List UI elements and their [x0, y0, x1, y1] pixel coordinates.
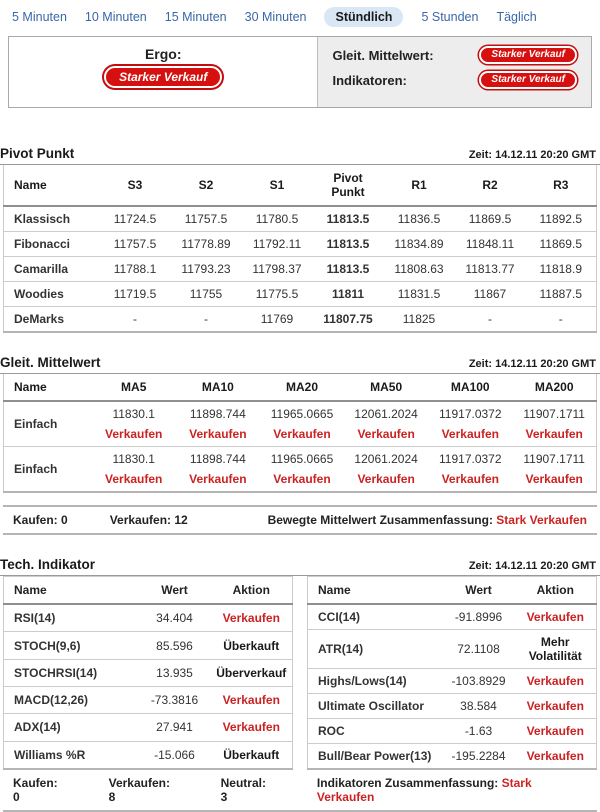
indicator-value: 85.596	[139, 632, 211, 659]
table-row	[308, 744, 597, 770]
indicator-name: Ultimate Oscillator	[308, 694, 443, 719]
table-row	[4, 659, 293, 686]
tech-col-name: Name	[308, 577, 443, 605]
pivot-cell: 11811	[313, 282, 384, 307]
ma-value: 11917.0372	[439, 452, 502, 466]
ma-verdict-badge: Starker Verkauf	[479, 46, 577, 64]
ma-col-ma100: MA100	[428, 374, 512, 401]
ma-cell	[344, 447, 428, 493]
indicator-action: Verkaufen	[515, 744, 597, 770]
overview-detail-panel	[317, 37, 591, 107]
ma-value: 11965.0665	[270, 407, 334, 421]
indicator-action: Überverkauf	[211, 659, 293, 686]
table-row	[308, 604, 597, 630]
ma-action: Verkaufen	[441, 472, 499, 486]
pivot-row-name: Woodies	[4, 282, 100, 307]
ma-action: Verkaufen	[273, 427, 331, 441]
tech-col-aktion: Aktion	[515, 577, 597, 605]
pivot-cell: 11769	[242, 307, 313, 333]
ma-action: Verkaufen	[525, 427, 583, 441]
tech-neutral-count: Neutral: 3	[220, 776, 266, 804]
table-row	[4, 604, 293, 632]
pivot-col-s2: S2	[171, 165, 242, 206]
pivot-cell: 11813.77	[455, 257, 526, 282]
pivot-cell: 11788.1	[100, 257, 171, 282]
ma-row-name: Einfach	[14, 417, 58, 431]
table-row	[4, 232, 597, 257]
table-row	[4, 632, 293, 659]
table-row	[4, 307, 597, 333]
pivot-col-r3: R3	[526, 165, 597, 206]
ma-value: 11830.1	[112, 407, 155, 421]
ma-timestamp: Zeit: 14.12.11 20:20 GMT	[468, 358, 596, 370]
indicator-value: 27.941	[139, 714, 211, 741]
ma-action: Verkaufen	[525, 472, 583, 486]
tech-summary-verdict	[317, 776, 587, 804]
indicator-value: -15.066	[139, 741, 211, 769]
ma-cell	[512, 401, 596, 447]
indicator-value: 13.935	[139, 659, 211, 686]
pivot-row-name: Klassisch	[14, 212, 71, 226]
table-row	[4, 206, 597, 232]
table-row	[4, 686, 293, 713]
pivot-cell: -	[455, 307, 526, 333]
indicator-value: 34.404	[156, 611, 193, 626]
indicator-name: Highs/Lows(14)	[308, 669, 443, 694]
pivot-cell: 11825	[384, 307, 455, 333]
ma-cell	[176, 401, 260, 447]
tech-col-wert: Wert	[139, 577, 211, 605]
ma-row-name: Einfach	[4, 447, 92, 493]
indicator-action: Verkaufen	[222, 611, 280, 626]
tech-left-header-row	[4, 577, 293, 605]
indicator-value: -91.8996	[454, 610, 503, 624]
pivot-cell: 11724.5	[113, 212, 157, 226]
indicator-value: -195.2284	[443, 744, 515, 770]
tech-timestamp: Zeit: 14.12.11 20:20 GMT	[468, 560, 596, 572]
ma-col-ma50: MA50	[344, 374, 428, 401]
table-row	[308, 630, 597, 669]
pivot-cell: 11813.5	[326, 212, 370, 226]
indicator-name: STOCH(9,6)	[4, 632, 139, 659]
ma-action: Verkaufen	[357, 427, 415, 441]
indicator-value: -103.8929	[443, 669, 515, 694]
pivot-cell: 11813.5	[313, 257, 384, 282]
pivot-cell: 11719.5	[100, 282, 171, 307]
tech-tables-wrap	[3, 576, 597, 770]
table-row	[308, 669, 597, 694]
indicator-name: ATR(14)	[308, 630, 443, 669]
indicator-action: Überkauft	[211, 632, 293, 659]
indicator-value: -73.3816	[139, 686, 211, 713]
tech-col-name: Name	[4, 577, 139, 605]
pivot-cell: 11793.23	[171, 257, 242, 282]
pivot-section	[0, 144, 600, 333]
indicator-value: 38.584	[443, 694, 515, 719]
pivot-header-row	[4, 165, 597, 206]
pivot-cell: 11755	[171, 282, 242, 307]
pivot-col-pivot: Pivot Punkt	[313, 165, 384, 206]
tech-section-head	[0, 555, 600, 576]
timeframe-tabbar	[0, 0, 600, 36]
table-row	[308, 719, 597, 744]
ma-value: 11917.0372	[439, 407, 502, 421]
table-row	[4, 741, 293, 769]
overview-ergo-panel	[9, 37, 317, 107]
tech-buy-count: Kaufen: 0	[13, 776, 58, 804]
pivot-section-head	[0, 144, 600, 165]
pivot-cell: 11813.5	[313, 232, 384, 257]
table-row	[4, 447, 597, 493]
ma-buy-count: Kaufen: 0	[13, 513, 68, 527]
tab-stuendlich-active[interactable]: Stündlich	[324, 7, 403, 27]
ma-value: 11898.744	[189, 407, 246, 421]
ma-action: Verkaufen	[105, 472, 163, 486]
ma-value: 11907.1711	[523, 407, 585, 421]
tech-indicator-section	[0, 555, 600, 812]
indicator-action: Verkaufen	[515, 694, 597, 719]
ma-cell	[428, 447, 512, 493]
pivot-cell: -	[526, 307, 597, 333]
pivot-cell: 11808.63	[384, 257, 455, 282]
pivot-cell: 11757.5	[100, 232, 171, 257]
indicator-action: Verkaufen	[515, 719, 597, 744]
ma-action: Verkaufen	[357, 472, 415, 486]
tech-col-wert: Wert	[443, 577, 515, 605]
ma-value: 11907.1711	[523, 452, 585, 466]
pivot-cell: 11807.75	[313, 307, 384, 333]
ergo-label: Ergo:	[144, 46, 182, 62]
tech-summary-bar	[3, 770, 597, 812]
pivot-col-s1: S1	[242, 165, 313, 206]
indicator-name: Bull/Bear Power(13)	[308, 744, 443, 770]
indicator-name: ROC	[308, 719, 443, 744]
tech-col-aktion: Aktion	[211, 577, 293, 605]
tech-right-header-row	[308, 577, 597, 605]
pivot-cell: 11887.5	[526, 282, 597, 307]
pivot-row-name: Fibonacci	[4, 232, 100, 257]
ma-cell	[344, 401, 428, 447]
tech-sell-count: Verkaufen: 8	[108, 776, 170, 804]
pivot-col-r2: R2	[455, 165, 526, 206]
ma-value: 12061.2024	[354, 452, 418, 466]
pivot-cell: 11869.5	[468, 212, 512, 226]
pivot-cell: 11869.5	[526, 232, 597, 257]
tech-summary-verdict-label: Indikatoren Zusammenfassung:	[316, 776, 499, 790]
ma-summary-verdict-value: Stark Verkaufen	[496, 513, 587, 527]
pivot-cell: 11798.37	[242, 257, 313, 282]
indicator-name: MACD(12,26)	[4, 686, 139, 713]
table-row	[4, 257, 597, 282]
ma-summary-verdict	[268, 513, 587, 527]
pivot-cell: 11757.5	[184, 212, 228, 226]
ma-cell	[176, 447, 260, 493]
ma-cell	[260, 447, 344, 493]
pivot-cell: -	[171, 307, 242, 333]
ma-action: Verkaufen	[273, 472, 331, 486]
indicator-action: Verkaufen	[526, 610, 584, 624]
ma-cell	[260, 401, 344, 447]
table-row	[4, 282, 597, 307]
pivot-cell: 11792.11	[242, 232, 313, 257]
pivot-table	[3, 165, 597, 333]
indicators-summary-label: Indikatoren:	[332, 72, 407, 88]
ma-title: Gleit. Mittelwert	[0, 355, 101, 370]
ma-summary-label: Gleit. Mittelwert:	[332, 47, 434, 63]
indicator-name: CCI(14)	[318, 610, 361, 624]
ma-col-ma10: MA10	[176, 374, 260, 401]
indicator-action: Mehr Volatilität	[515, 630, 597, 669]
tab-5-minuten[interactable]: 5 Minuten	[12, 10, 67, 24]
pivot-cell: 11867	[455, 282, 526, 307]
ma-value: 11898.744	[189, 452, 246, 466]
ma-col-name: Name	[4, 374, 92, 401]
tab-30-minuten[interactable]: 30 Minuten	[244, 10, 307, 24]
overview-box	[8, 36, 592, 108]
tab-taeglich[interactable]: Täglich	[496, 10, 537, 24]
indicator-action: Verkaufen	[211, 714, 293, 741]
overview-row-indicators	[332, 71, 577, 89]
pivot-col-name: Name	[4, 165, 100, 206]
indicator-action: Überkauft	[211, 741, 293, 769]
ergo-verdict-badge: Starker Verkauf	[104, 66, 222, 88]
indicator-value: 72.1108	[443, 630, 515, 669]
tab-10-minuten[interactable]: 10 Minuten	[84, 10, 147, 24]
pivot-cell: 11836.5	[397, 212, 441, 226]
pivot-cell: 11780.5	[255, 212, 299, 226]
indicator-action: Verkaufen	[211, 686, 293, 713]
tech-title: Tech. Indikator	[0, 557, 96, 572]
pivot-timestamp: Zeit: 14.12.11 20:20 GMT	[468, 149, 596, 161]
indicator-name: STOCHRSI(14)	[4, 659, 139, 686]
pivot-cell: 11818.9	[526, 257, 597, 282]
tech-table-right	[307, 576, 597, 770]
ma-header-row	[4, 374, 597, 401]
ma-value: 12061.2024	[354, 407, 418, 421]
ma-cell	[512, 447, 596, 493]
pivot-title: Pivot Punkt	[0, 146, 75, 161]
overview-row-ma	[332, 46, 577, 64]
ma-summary-bar	[3, 505, 597, 535]
ma-value: 11965.0665	[270, 452, 334, 466]
indicator-name: RSI(14)	[14, 611, 56, 626]
table-row	[4, 401, 597, 447]
pivot-col-s3: S3	[100, 165, 171, 206]
ma-summary-verdict-label: Bewegte Mittelwert Zusammenfassung:	[267, 513, 493, 527]
pivot-row-name: Camarilla	[4, 257, 100, 282]
table-row	[308, 694, 597, 719]
indicator-value: -1.63	[443, 719, 515, 744]
ma-cell	[92, 401, 176, 447]
ma-cell	[428, 401, 512, 447]
tech-table-left	[3, 576, 293, 770]
pivot-cell: 11892.5	[539, 212, 582, 226]
ma-action: Verkaufen	[105, 427, 163, 441]
pivot-cell: 11778.89	[171, 232, 242, 257]
pivot-cell: 11831.5	[384, 282, 455, 307]
ma-value: 11830.1	[112, 452, 155, 466]
indicator-action: Verkaufen	[515, 669, 597, 694]
tech-summary-verdict-value: Stark Verkaufen	[316, 776, 532, 804]
pivot-col-r1: R1	[384, 165, 455, 206]
ma-section-head	[0, 353, 600, 374]
pivot-cell: 11834.89	[384, 232, 455, 257]
pivot-row-name: DeMarks	[4, 307, 100, 333]
moving-average-section	[0, 353, 600, 535]
ma-col-ma20: MA20	[260, 374, 344, 401]
ma-cell	[92, 447, 176, 493]
ma-action: Verkaufen	[189, 427, 247, 441]
pivot-cell: -	[100, 307, 171, 333]
tab-15-minuten[interactable]: 15 Minuten	[164, 10, 227, 24]
ma-sell-count: Verkaufen: 12	[109, 513, 188, 527]
indicator-name: Williams %R	[4, 741, 139, 769]
pivot-cell: 11775.5	[242, 282, 313, 307]
ma-action: Verkaufen	[189, 472, 247, 486]
indicators-verdict-badge: Starker Verkauf	[479, 71, 577, 89]
pivot-cell: 11848.11	[455, 232, 526, 257]
table-row	[4, 714, 293, 741]
ma-action: Verkaufen	[441, 427, 499, 441]
ma-col-ma200: MA200	[512, 374, 596, 401]
ma-table	[3, 374, 597, 493]
tab-5-stunden[interactable]: 5 Stunden	[421, 10, 479, 24]
ma-col-ma5: MA5	[92, 374, 176, 401]
indicator-name: ADX(14)	[4, 714, 139, 741]
